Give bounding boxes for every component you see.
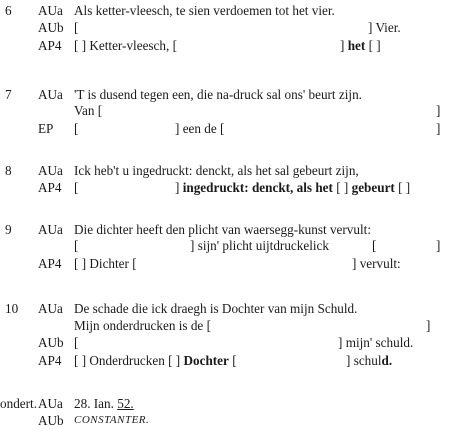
variant-fragment: ] mijn' schuld. — [338, 335, 414, 350]
verse-number: 10 — [5, 301, 19, 316]
variant-fragment: [ ] Dichter [ — [74, 256, 137, 271]
variant-text: ] — [340, 38, 348, 53]
variant-fragment: ] — [426, 318, 431, 333]
siglum: EP — [38, 121, 54, 136]
siglum: AP4 — [38, 38, 62, 53]
verse-text: Die dichter heeft den plicht van waersegg-kunst vervult: — [74, 222, 371, 237]
variant-text-bold: d. — [381, 353, 393, 368]
variant-fragment: [ — [74, 335, 79, 350]
siglum: AUa — [38, 396, 63, 411]
variant-fragment: ] sijn' plicht uijtdruckelick — [190, 238, 329, 253]
variant-text: [ ] — [365, 38, 381, 53]
siglum: AP4 — [38, 256, 62, 271]
verse-number: 8 — [5, 163, 12, 178]
siglum: AUa — [38, 222, 63, 237]
variant-text: [ ] — [332, 180, 352, 195]
variant-fragment: Van [ — [74, 103, 103, 118]
verse-text: Als ketter-vleesch, te sien verdoemen tot het vier. — [74, 3, 335, 18]
variant-fragment: ] — [436, 238, 441, 253]
variant-text: ] schul — [346, 353, 382, 368]
date-text — [74, 396, 134, 411]
variant-fragment: ] vervult: — [352, 256, 401, 271]
variant-fragment: [ — [74, 20, 79, 35]
variant-fragment: Mijn onderdrucken is de [ — [74, 318, 211, 333]
variant-text-bold: gebeurt — [351, 180, 395, 195]
siglum: AUa — [38, 163, 63, 178]
siglum: AP4 — [38, 353, 62, 368]
variant-text-bold: Dochter — [183, 353, 229, 368]
siglum: AP4 — [38, 180, 62, 195]
siglum: AUa — [38, 3, 63, 18]
siglum: AUa — [38, 87, 63, 102]
footer-label: ondert. — [0, 396, 37, 411]
verse-number: 7 — [5, 87, 12, 102]
variant-text: [ — [228, 353, 237, 368]
variant-fragment — [346, 353, 392, 368]
variant-fragment: ] — [436, 103, 441, 118]
variant-fragment: ] een de [ — [175, 121, 225, 136]
variant-fragment: [ — [74, 238, 79, 253]
verse-number: 9 — [5, 222, 12, 237]
variant-fragment: [ — [372, 238, 377, 253]
verse-text: Ick heb't u ingedruckt: denckt, als het sal gebeurt zijn, — [74, 163, 359, 178]
siglum: AUa — [38, 301, 63, 316]
variant-fragment: [ — [74, 180, 79, 195]
variant-fragment — [175, 180, 410, 195]
variant-fragment — [340, 38, 381, 53]
verse-text: 'T is dusend tegen een, die na-druck sal ons' beurt zijn. — [74, 87, 362, 102]
date-text-underlined: 52. — [117, 396, 134, 411]
variant-text: ] — [175, 180, 183, 195]
verse-text: De schade die ick draegh is Dochter van mijn Schuld. — [74, 301, 358, 316]
variant-fragment — [74, 353, 237, 368]
verse-number: 6 — [5, 3, 12, 18]
variant-text-bold: ingedruckt: denckt, als het — [182, 180, 333, 195]
variant-text-bold: het — [347, 38, 366, 53]
variant-fragment: ] — [436, 121, 441, 136]
variant-text: [ ] — [394, 180, 411, 195]
variant-text: [ ] Onderdrucken [ ] — [74, 353, 184, 368]
variant-fragment: [ ] Ketter-vleesch, [ — [74, 38, 177, 53]
siglum: AUb — [38, 20, 64, 35]
variant-fragment: [ — [74, 121, 79, 136]
date-text-plain: 28. Ian. — [74, 396, 118, 411]
variant-fragment: ] Vier. — [368, 20, 401, 35]
siglum: AUb — [38, 335, 64, 350]
siglum: AUb — [38, 413, 64, 428]
motto-text: CONSTANTER. — [74, 414, 150, 426]
